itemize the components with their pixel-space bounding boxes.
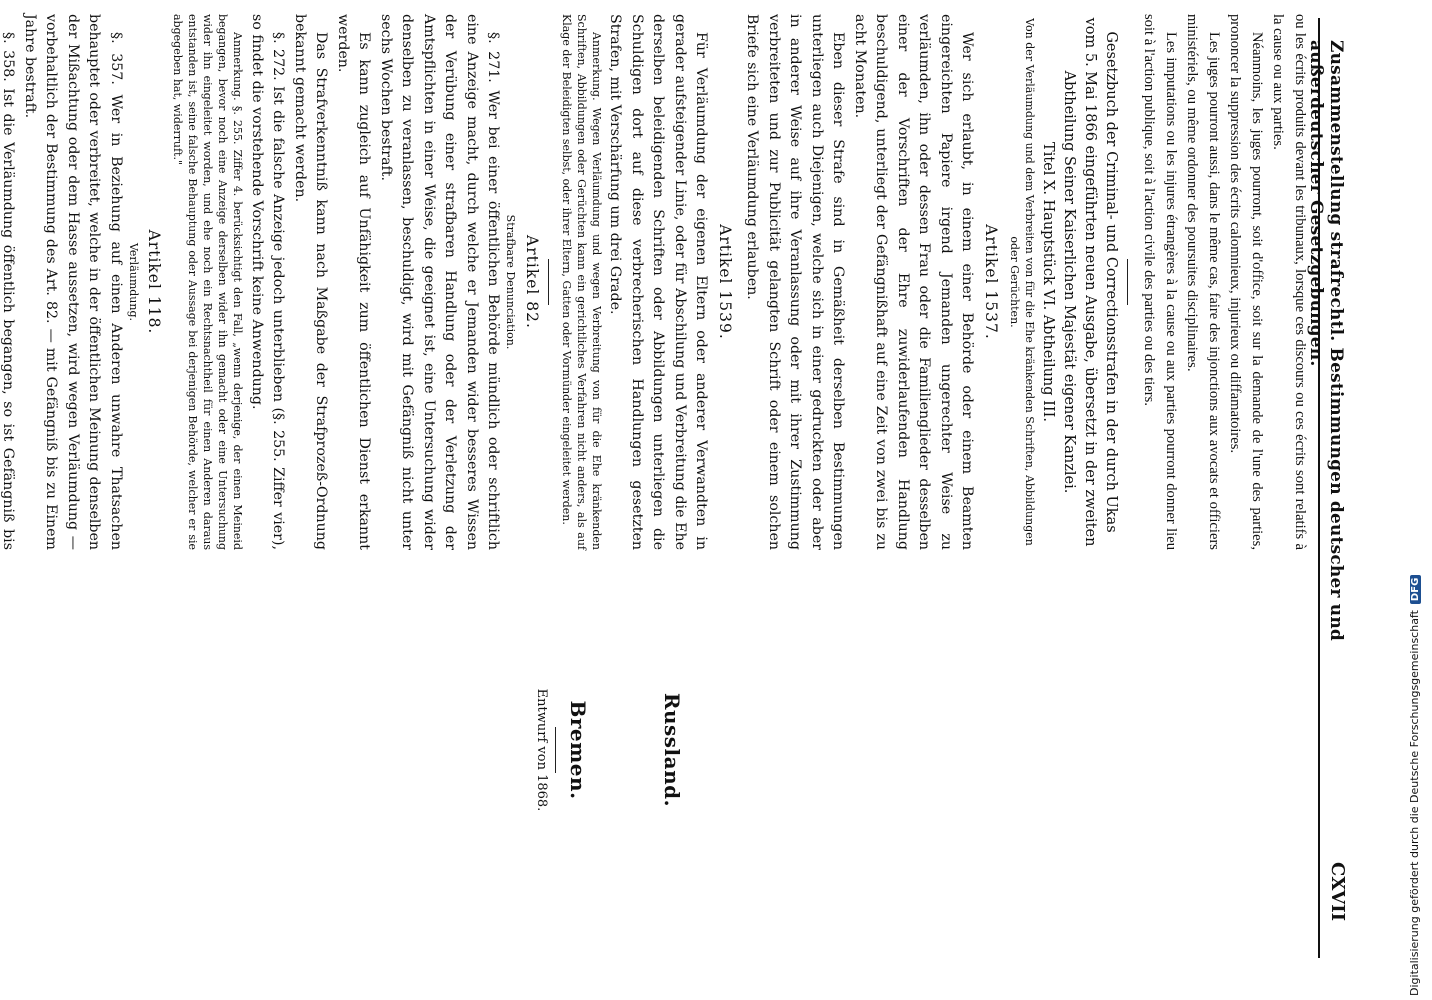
french-paragraph: ou les écrits produits devant les tribunaux, lorsque ces discours ou ces écrits sont relatifs à la cause ou aux parties. <box>1270 14 1308 550</box>
section-divider <box>1127 259 1128 305</box>
russian-code-subtitle: Titel X. Hauptstück VI. Abtheilung III. <box>1040 142 1056 422</box>
article-paragraph: Wer sich erlaubt, in einem einer Behörde oder einem Beamten eingereichten Papiere irgend Jemanden ungerechter Weise zu verläumden, ihn oder dessen Frau oder die Familienglieder desselben einer der Vorschriften der Ehre zuwiderlaufenden Handlung beschuldigend, unterliegt der Gefängnißhaft auf eine Zeit von zwei bis zu acht Monaten. <box>852 14 976 550</box>
section-note: Anmerkung. §. 255. Ziffer 4. berücksichtigt den Fall, „wenn derjenige, der einen Meineid begangen, bevor noch eine Anzeige derselben wider ihn gemacht oder eine Untersuchung wider ihn eingeleitet worden, und ehe noch ein Rechtsnachtheil für einen Anderen daraus entstanden ist, seine falsche Behauptung oder Aussage bei derjenigen Behörde, welcher er sie abgegeben hat, widerruft." <box>171 14 245 550</box>
running-header-title: Zusammenstellung strafrechtl. Bestimmungen deutscher und außerdeutscher Gesetzgebungen. <box>1306 40 1346 641</box>
country-name: Bremen. <box>566 700 590 800</box>
article-heading: Artikel 1537. <box>982 224 1000 340</box>
country-heading-russia <box>660 570 684 930</box>
section-paragraph: §. 271. Wer bei einer öffentlichen Behörde mündlich oder schriftlich eine Anzeige macht, durch welche er Jemanden wider besseres Wissen der Verübung einer strafbaren Handlung oder der Verletzung der Amtspflichten in einer Weise, die geeignet ist, eine Untersuchung wider denselben zu veranlassen, beschuldigt, wird mit Gefängniß nicht unter sechs Wochen bestraft. <box>378 14 502 550</box>
russian-code-title: Gesetzbuch der Criminal- und Correctionsstrafen in der durch Ukas vom 5. Mai 1866 eingeführten neuen Ausgabe, übersetzt in der zweiten Abtheilung Seiner Kaiserlichen Majestät eigener Kanzlei. <box>1061 17 1119 547</box>
country-draft-year: Entwurf von 1868. <box>534 688 549 812</box>
article-heading: Artikel 1539. <box>716 224 734 340</box>
article-paragraph: Eben dieser Strafe sind in Gemäßheit derselben Bestimmungen unterliegen auch Diejenigen, welche sich in einer gedruckten oder aber in anderer Weise auf ihre Veranlassung oder mit ihrer Zustimmung verbreiteten und zur Publicität gelangten Schrift oder einem solchen Briefe sich eine Verläumdung erlauben. <box>744 14 847 550</box>
french-paragraph: Néanmoins, les juges pourront, soit d'office, soit sur la demande de l'une des parties, prononcer la suppression des écrits calomnieux, injurieux ou diffamatoires. <box>1227 14 1265 550</box>
page-number: CXVII <box>1327 862 1348 922</box>
section-paragraph: §. 272. Ist die falsche Anzeige jedoch unterblieben (§. 255. Ziffer vier), so findet die vorstehende Vorschrift keine Anwendung. <box>249 14 287 550</box>
digitization-footer <box>1400 0 1432 1000</box>
article-note: Anmerkung. Wegen Verläumdung und wegen Verbreitung von für die Ehe kränkenden Schriften, Abbildungen oder Gerüchten kann ein gerichtliches Verfahren nicht anders, als auf Klage der Beleidigten selbst, oder ihrer Eltern, Gatten oder Vormünder eingeleitet werden. <box>560 14 603 550</box>
french-paragraph: Les juges pourront aussi, dans le même cas, faire des injonctions aux avocats et officiers ministériels, ou même ordonner des poursuites disciplinaires. <box>1184 14 1222 550</box>
country-name: Russland. <box>660 692 684 808</box>
article-subheading: Strafbare Denunciation. <box>504 214 518 350</box>
article-heading: Artikel 118. <box>145 229 164 335</box>
section-paragraph: §. 357. Wer in Beziehung auf einen Anderen unwahre Thatsachen behauptet oder verbreitet, welche in der öffentlichen Meinung denselben der Mißachtung oder dem Hasse aussetzen, wird wegen Verläumdung — vorbehaltlich der Bestimmung des Art. 82. — mit Gefängniß bis zu Einem Jahre bestraft. <box>22 14 124 550</box>
french-paragraph: Les imputations ou les injures étrangères à la cause ou aux parties pourront donner lieu soit à l'action publique, soit à l'action civile des parties ou des tiers. <box>1141 14 1179 550</box>
russian-code-subtitle-detail: Von der Verläumdung und dem Verbreiten von für die Ehe kränkenden Schriften, Abbildungen oder Gerüchten. <box>1008 18 1036 546</box>
section-divider <box>548 259 549 305</box>
section-paragraph: Das Strafverkenntniß kann nach Maßgabe der Strafprozeß-Ordnung bekannt gemacht werden. <box>292 14 330 550</box>
article-heading: Artikel 82. <box>523 235 541 329</box>
footer-credit <box>1408 575 1421 996</box>
main-text-column <box>0 14 1310 550</box>
article-subheading: Verläumdung. <box>127 242 140 322</box>
section-paragraph: Es kann zugleich auf Unfähigkeit zum öffentlichen Dienst erkannt werden. <box>335 14 373 550</box>
section-paragraph: §. 358. Ist die Verläumdung öffentlich begangen, so ist Gefängniß bis <box>0 32 17 550</box>
country-divider <box>555 727 556 773</box>
article-paragraph: Für Verläumdung der eigenen Eltern oder anderer Verwandten in gerader aufsteigender Linie, oder für Abschilung und Verbreitung die Ehe derselben beleidigenden Schriften oder Abbildungen unterliegen die Schuldigen dort auf diese verbrecherischen Handlungen gesetzten Strafen, mit Verschärfung um drei Grade. <box>607 14 710 550</box>
country-heading-bremen <box>534 570 590 930</box>
footer-credit-text: Digitalisierung gefördert durch die Deutsche Forschungsgemeinschaft <box>1408 610 1421 996</box>
header-rule <box>1318 18 1320 958</box>
dfg-logo: DFG <box>1410 575 1421 604</box>
